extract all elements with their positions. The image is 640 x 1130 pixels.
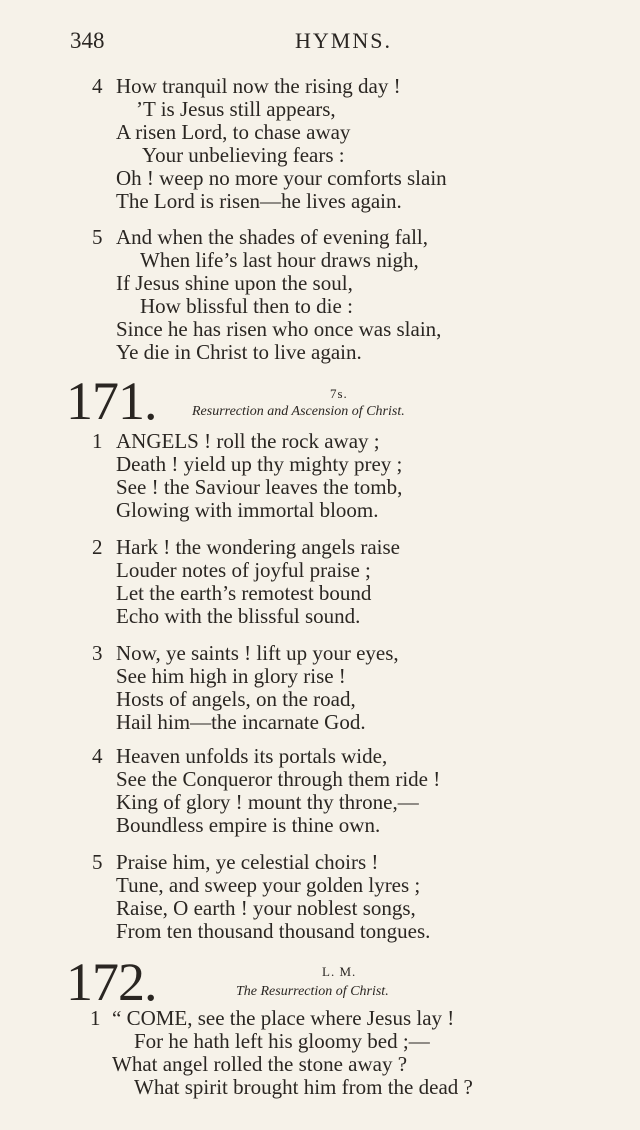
verse-line: Boundless empire is thine own.	[116, 813, 381, 837]
verse-line: Tune, and sweep your golden lyres ;	[116, 873, 421, 897]
verse-number: 4	[92, 74, 103, 98]
verse-line: When life’s last hour draws nigh,	[140, 248, 419, 272]
verse-line: King of glory ! mount thy throne,—	[116, 790, 419, 814]
verse-line: Louder notes of joyful praise ;	[116, 558, 371, 582]
hymn-meter: 7s.	[330, 386, 348, 401]
verse-line: ’T is Jesus still appears,	[136, 97, 336, 121]
verse-line: Hark ! the wondering angels raise	[116, 535, 400, 559]
verse-line: “ COME, see the place where Jesus lay !	[112, 1006, 455, 1030]
verse-line: Raise, O earth ! your noblest songs,	[116, 896, 416, 920]
verse-line: See him high in glory rise !	[116, 664, 346, 688]
verse-line: What spirit brought him from the dead ?	[134, 1075, 473, 1099]
verse-number: 3	[92, 641, 103, 665]
page-number: 348	[70, 28, 105, 53]
verse-number: 1	[92, 429, 103, 453]
verse-line: Let the earth’s remotest bound	[116, 581, 372, 605]
verse-line: Hosts of angels, on the road,	[116, 687, 356, 711]
verse-line: Now, ye saints ! lift up your eyes,	[116, 641, 399, 665]
hymn-number: 171.	[66, 371, 157, 431]
verse-line: See ! the Saviour leaves the tomb,	[116, 475, 403, 499]
verse-line: Heaven unfolds its portals wide,	[116, 744, 388, 768]
verse-line: Oh ! weep no more your comforts slain	[116, 166, 447, 190]
running-head: HYMNS.	[295, 28, 392, 53]
verse-line: Echo with the blissful sound.	[116, 604, 361, 628]
verse-number: 1	[90, 1006, 101, 1030]
verse-line: A risen Lord, to chase away	[116, 120, 351, 144]
verse-line: The Lord is risen—he lives again.	[116, 189, 402, 213]
verse-line: Your unbelieving fears :	[142, 143, 345, 167]
verse-line: See the Conqueror through them ride !	[116, 767, 441, 791]
verse-line: Praise him, ye celestial choirs !	[116, 850, 379, 874]
hymn-subject: The Resurrection of Christ.	[236, 984, 389, 999]
verse-line: What angel rolled the stone away ?	[112, 1052, 408, 1076]
hymn-subject: Resurrection and Ascension of Christ.	[192, 404, 405, 419]
verse-line: Glowing with immortal bloom.	[116, 498, 379, 522]
verse-line: How blissful then to die :	[140, 294, 353, 318]
verse-line: For he hath left his gloomy bed ;—	[134, 1029, 430, 1053]
verse-line: From ten thousand thousand tongues.	[116, 919, 431, 943]
verse-number: 5	[92, 850, 103, 874]
hymn-meter: L. M.	[322, 964, 357, 979]
verse-number: 2	[92, 535, 103, 559]
verse-line: Since he has risen who once was slain,	[116, 317, 442, 341]
verse-line: If Jesus shine upon the soul,	[116, 271, 353, 295]
verse-number: 5	[92, 225, 103, 249]
verse-line: ANGELS ! roll the rock away ;	[116, 429, 380, 453]
verse-number: 4	[92, 744, 103, 768]
verse-line: Death ! yield up thy mighty prey ;	[116, 452, 403, 476]
verse-line: Ye die in Christ to live again.	[116, 340, 362, 364]
verse-line: Hail him—the incarnate God.	[116, 710, 366, 734]
page-header	[0, 28, 640, 58]
hymn-number: 172.	[66, 952, 157, 1012]
verse-line: How tranquil now the rising day !	[116, 74, 401, 98]
verse-line: And when the shades of evening fall,	[116, 225, 428, 249]
